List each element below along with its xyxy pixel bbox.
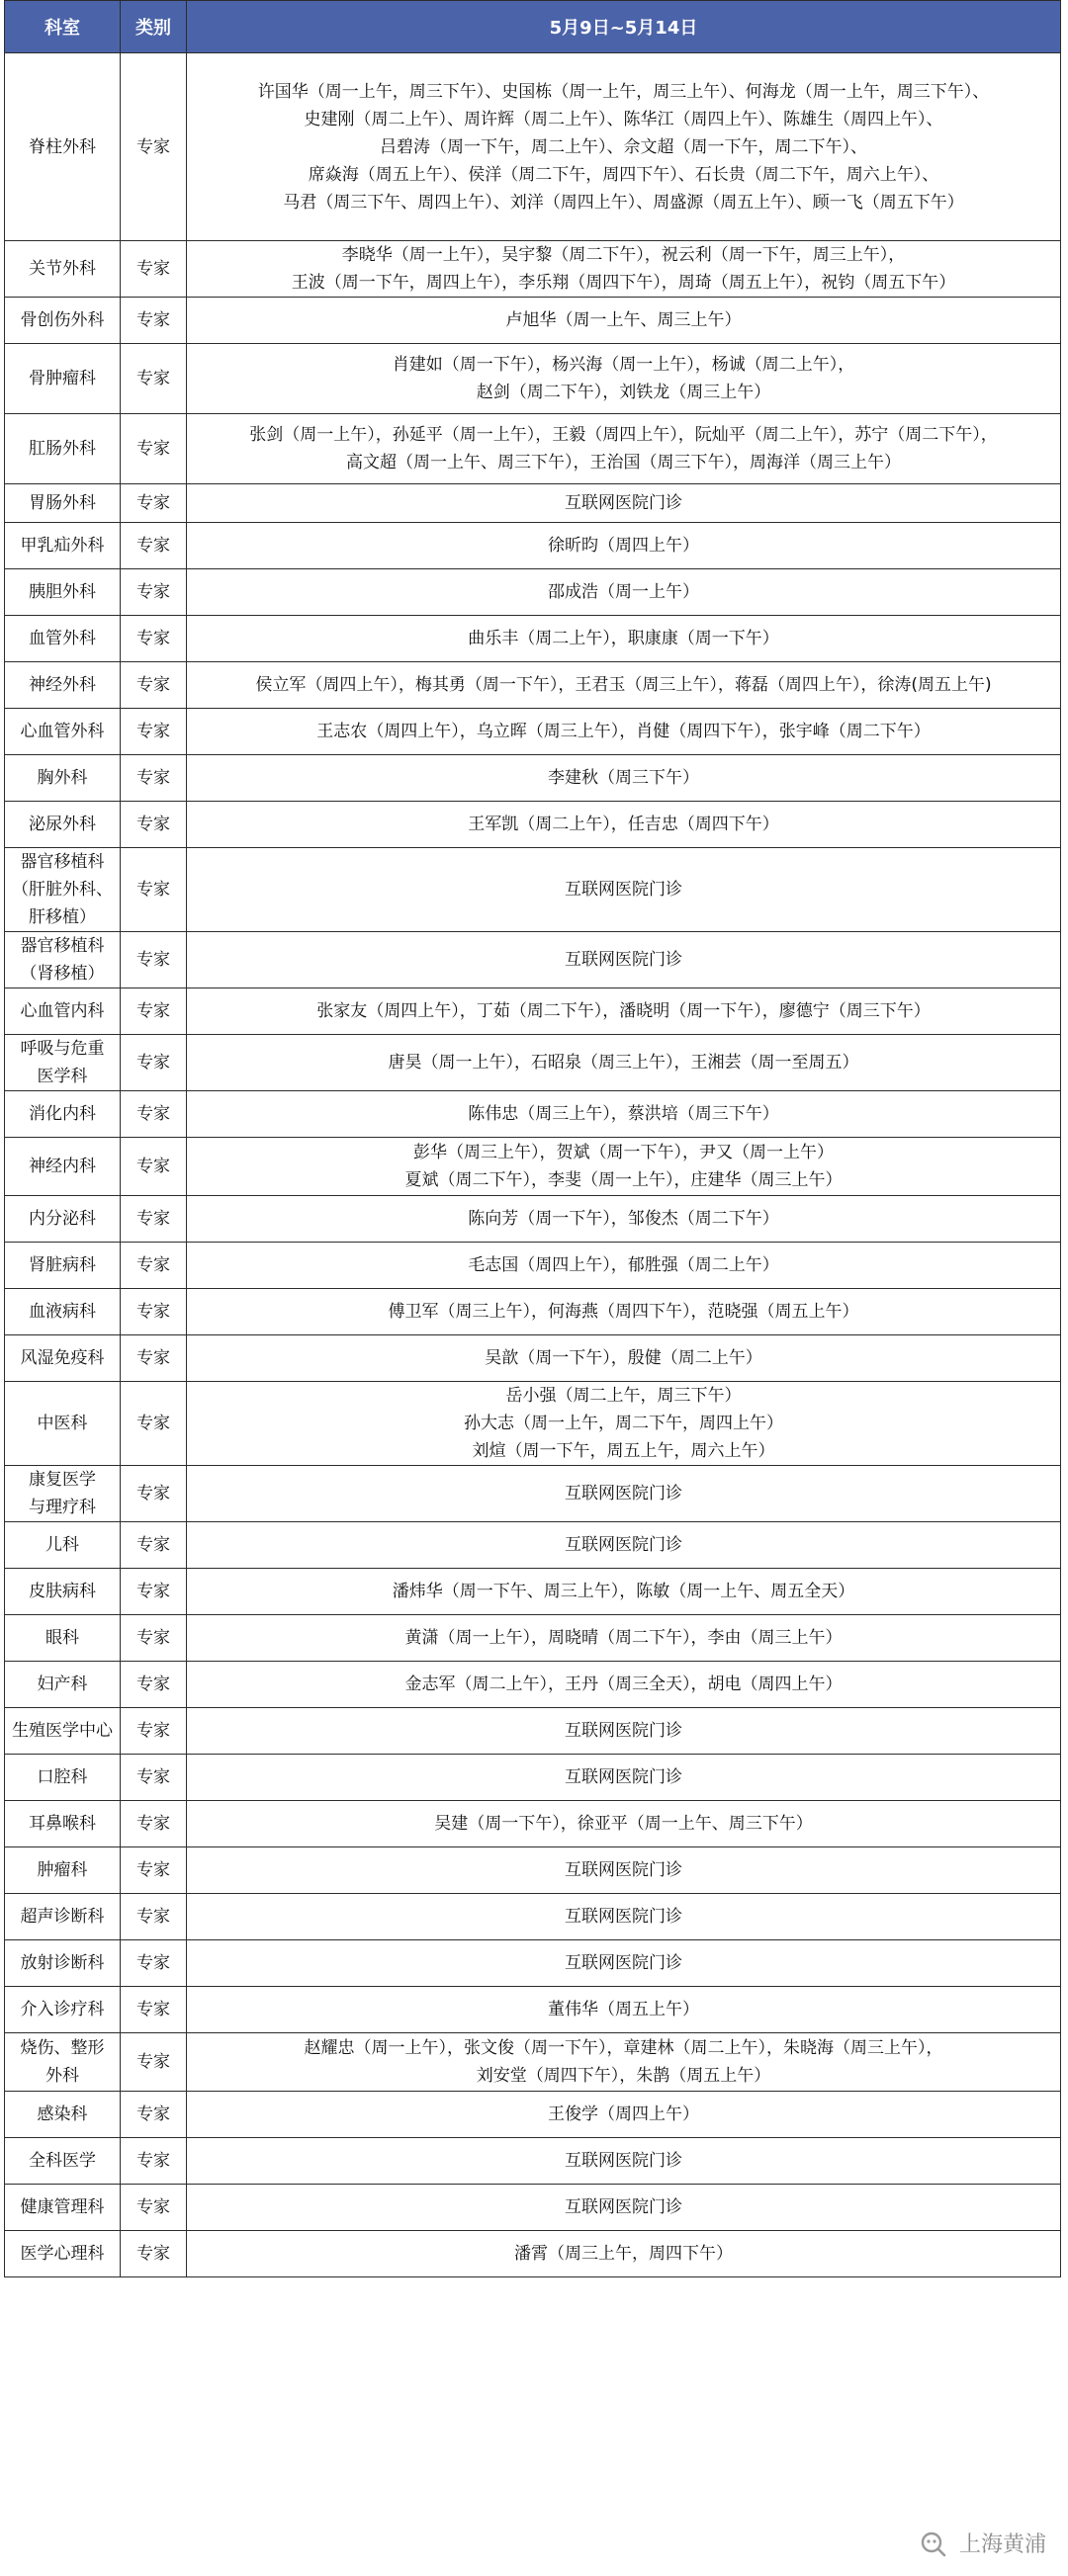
table-row <box>5 2033 1061 2092</box>
dept-cell: 烧伤、整形 外科 <box>5 2033 121 2092</box>
category-cell: 专家 <box>121 1138 187 1196</box>
table-row <box>5 1091 1061 1138</box>
schedule-table <box>4 0 1061 2277</box>
doctors-cell: 互联网医院门诊 <box>187 1522 1061 1569</box>
doctors-cell: 陈伟忠（周三上午），蔡洪培（周三下午） <box>187 1091 1061 1138</box>
table-row <box>5 2138 1061 2185</box>
category-cell: 专家 <box>121 1196 187 1243</box>
category-cell: 专家 <box>121 1335 187 1382</box>
table-row <box>5 932 1061 988</box>
header-category: 类别 <box>121 1 187 53</box>
table-row <box>5 344 1061 414</box>
dept-cell: 胸外科 <box>5 755 121 802</box>
table-row <box>5 1755 1061 1801</box>
category-cell: 专家 <box>121 1289 187 1335</box>
category-cell: 专家 <box>121 1615 187 1662</box>
dept-cell: 血管外科 <box>5 616 121 662</box>
category-cell: 专家 <box>121 569 187 616</box>
dept-cell: 肛肠外科 <box>5 414 121 484</box>
table-row <box>5 1138 1061 1196</box>
doctors-cell: 互联网医院门诊 <box>187 2138 1061 2185</box>
doctors-cell: 互联网医院门诊 <box>187 1466 1061 1522</box>
category-cell: 专家 <box>121 802 187 848</box>
table-row <box>5 2185 1061 2231</box>
dept-cell: 康复医学 与理疗科 <box>5 1466 121 1522</box>
table-row <box>5 1289 1061 1335</box>
table-row <box>5 1615 1061 1662</box>
dept-cell: 妇产科 <box>5 1662 121 1708</box>
table-row <box>5 1035 1061 1091</box>
table-row <box>5 1940 1061 1987</box>
category-cell: 专家 <box>121 2033 187 2092</box>
category-cell: 专家 <box>121 932 187 988</box>
table-row <box>5 523 1061 569</box>
dept-cell: 口腔科 <box>5 1755 121 1801</box>
dept-cell: 皮肤病科 <box>5 1569 121 1615</box>
table-row <box>5 1987 1061 2033</box>
doctors-cell: 王军凯（周二上午），任吉忠（周四下午） <box>187 802 1061 848</box>
table-row <box>5 1894 1061 1940</box>
dept-cell: 感染科 <box>5 2092 121 2138</box>
dept-cell: 骨创伤外科 <box>5 298 121 344</box>
table-row <box>5 1847 1061 1894</box>
dept-cell: 骨肿瘤科 <box>5 344 121 414</box>
category-cell: 专家 <box>121 2092 187 2138</box>
table-row <box>5 1662 1061 1708</box>
doctors-cell: 毛志国（周四上午），郁胜强（周二上午） <box>187 1243 1061 1289</box>
dept-cell: 全科医学 <box>5 2138 121 2185</box>
table-row <box>5 1569 1061 1615</box>
category-cell: 专家 <box>121 1243 187 1289</box>
doctors-cell: 许国华（周一上午，周三下午）、史国栋（周一上午，周三上午）、何海龙（周一上午，周三下午）、 史建刚（周二上午）、周许辉（周二上午）、陈华江（周四上午）、陈雄生（周四上午）、 吕碧涛（周一下午，周二上午）、佘文超（周一下午，周二下午）、 席焱海（周五上午）、侯洋（周二下午，周四下午）、石长贵（周二下午，周六上午）、 马君（周三下午、周四上午）、刘洋（周四上午）、周盛源（周五上午）、顾一飞（周五下午） <box>187 53 1061 241</box>
table-row <box>5 802 1061 848</box>
dept-cell: 器官移植科 （肝脏外科、 肝移植） <box>5 848 121 932</box>
dept-cell: 风湿免疫科 <box>5 1335 121 1382</box>
table-row <box>5 662 1061 709</box>
doctors-cell: 曲乐丰（周二上午），职康康（周一下午） <box>187 616 1061 662</box>
category-cell: 专家 <box>121 709 187 755</box>
doctors-cell: 陈向芳（周一下午），邹俊杰（周二下午） <box>187 1196 1061 1243</box>
table-row <box>5 1382 1061 1466</box>
table-row <box>5 616 1061 662</box>
dept-cell: 神经内科 <box>5 1138 121 1196</box>
schedule-body <box>5 53 1061 2277</box>
table-row <box>5 1801 1061 1847</box>
category-cell: 专家 <box>121 484 187 523</box>
doctors-cell: 肖建如（周一下午），杨兴海（周一上午），杨诚（周二上午）， 赵剑（周二下午），刘铁龙（周三上午） <box>187 344 1061 414</box>
dept-cell: 呼吸与危重 医学科 <box>5 1035 121 1091</box>
doctors-cell: 互联网医院门诊 <box>187 484 1061 523</box>
table-row <box>5 241 1061 298</box>
category-cell: 专家 <box>121 414 187 484</box>
category-cell: 专家 <box>121 616 187 662</box>
doctors-cell: 张家友（周四上午），丁茹（周二下午），潘晓明（周一下午），廖德宁（周三下午） <box>187 988 1061 1035</box>
dept-cell: 血液病科 <box>5 1289 121 1335</box>
doctors-cell: 潘炜华（周一下午、周三上午），陈敏（周一上午、周五全天） <box>187 1569 1061 1615</box>
dept-cell: 关节外科 <box>5 241 121 298</box>
doctors-cell: 唐昊（周一上午），石昭泉（周三上午），王湘芸（周一至周五） <box>187 1035 1061 1091</box>
table-row <box>5 988 1061 1035</box>
dept-cell: 胃肠外科 <box>5 484 121 523</box>
category-cell: 专家 <box>121 755 187 802</box>
doctors-cell: 侯立军（周四上午），梅其勇（周一下午），王君玉（周三上午），蒋磊（周四上午），徐涛(周五上午) <box>187 662 1061 709</box>
dept-cell: 心血管外科 <box>5 709 121 755</box>
category-cell: 专家 <box>121 1382 187 1466</box>
category-cell: 专家 <box>121 298 187 344</box>
category-cell: 专家 <box>121 344 187 414</box>
table-row <box>5 1243 1061 1289</box>
category-cell: 专家 <box>121 1522 187 1569</box>
doctors-cell: 李建秋（周三下午） <box>187 755 1061 802</box>
table-row <box>5 2092 1061 2138</box>
doctors-cell: 卢旭华（周一上午、周三上午） <box>187 298 1061 344</box>
dept-cell: 介入诊疗科 <box>5 1987 121 2033</box>
dept-cell: 神经外科 <box>5 662 121 709</box>
doctors-cell: 金志军（周二上午），王丹（周三全天），胡电（周四上午） <box>187 1662 1061 1708</box>
doctors-cell: 董伟华（周五上午） <box>187 1987 1061 2033</box>
doctors-cell: 潘霄（周三上午，周四下午） <box>187 2231 1061 2277</box>
dept-cell: 泌尿外科 <box>5 802 121 848</box>
dept-cell: 脊柱外科 <box>5 53 121 241</box>
doctors-cell: 王俊学（周四上午） <box>187 2092 1061 2138</box>
table-row <box>5 1335 1061 1382</box>
doctors-cell: 互联网医院门诊 <box>187 1847 1061 1894</box>
doctors-cell: 徐昕昀（周四上午） <box>187 523 1061 569</box>
dept-cell: 心血管内科 <box>5 988 121 1035</box>
doctors-cell: 邵成浩（周一上午） <box>187 569 1061 616</box>
table-row <box>5 1708 1061 1755</box>
category-cell: 专家 <box>121 1755 187 1801</box>
dept-cell: 放射诊断科 <box>5 1940 121 1987</box>
dept-cell: 眼科 <box>5 1615 121 1662</box>
doctors-cell: 赵耀忠（周一上午），张文俊（周一下午），章建林（周二上午），朱晓海（周三上午）， 刘安堂（周四下午），朱鹊（周五上午） <box>187 2033 1061 2092</box>
table-row <box>5 298 1061 344</box>
dept-cell: 器官移植科 （肾移植） <box>5 932 121 988</box>
table-row <box>5 569 1061 616</box>
category-cell: 专家 <box>121 241 187 298</box>
dept-cell: 耳鼻喉科 <box>5 1801 121 1847</box>
category-cell: 专家 <box>121 1847 187 1894</box>
dept-cell: 中医科 <box>5 1382 121 1466</box>
dept-cell: 甲乳疝外科 <box>5 523 121 569</box>
doctors-cell: 岳小强（周二上午，周三下午） 孙大志（周一上午，周二下午，周四上午） 刘煊（周一下午，周五上午，周六上午） <box>187 1382 1061 1466</box>
table-row <box>5 2231 1061 2277</box>
table-row <box>5 1466 1061 1522</box>
table-row <box>5 1196 1061 1243</box>
category-cell: 专家 <box>121 1466 187 1522</box>
category-cell: 专家 <box>121 848 187 932</box>
category-cell: 专家 <box>121 1801 187 1847</box>
doctors-cell: 吴建（周一下午），徐亚平（周一上午、周三下午） <box>187 1801 1061 1847</box>
dept-cell: 消化内科 <box>5 1091 121 1138</box>
table-row <box>5 414 1061 484</box>
dept-cell: 胰胆外科 <box>5 569 121 616</box>
category-cell: 专家 <box>121 988 187 1035</box>
header-dept: 科室 <box>5 1 121 53</box>
dept-cell: 内分泌科 <box>5 1196 121 1243</box>
category-cell: 专家 <box>121 662 187 709</box>
dept-cell: 超声诊断科 <box>5 1894 121 1940</box>
doctors-cell: 黄潇（周一上午），周晓晴（周二下午），李由（周三上午） <box>187 1615 1061 1662</box>
doctors-cell: 李晓华（周一上午），吴宇黎（周二下午），祝云利（周一下午，周三上午）， 王波（周一下午，周四上午），李乐翔（周四下午），周琦（周五上午），祝钧（周五下午） <box>187 241 1061 298</box>
doctors-cell: 互联网医院门诊 <box>187 1894 1061 1940</box>
doctors-cell: 王志农（周四上午），乌立晖（周三上午），肖健（周四下午），张宇峰（周二下午） <box>187 709 1061 755</box>
doctors-cell: 彭华（周三上午），贺斌（周一下午），尹又（周一上午） 夏斌（周二下午），李斐（周一上午），庄建华（周三上午） <box>187 1138 1061 1196</box>
category-cell: 专家 <box>121 1894 187 1940</box>
table-row <box>5 848 1061 932</box>
category-cell: 专家 <box>121 1708 187 1755</box>
dept-cell: 肿瘤科 <box>5 1847 121 1894</box>
doctors-cell: 吴歆（周一下午），殷健（周二上午） <box>187 1335 1061 1382</box>
doctors-cell: 互联网医院门诊 <box>187 1940 1061 1987</box>
category-cell: 专家 <box>121 1662 187 1708</box>
table-row <box>5 709 1061 755</box>
table-row <box>5 755 1061 802</box>
dept-cell: 健康管理科 <box>5 2185 121 2231</box>
table-row <box>5 53 1061 241</box>
category-cell: 专家 <box>121 523 187 569</box>
category-cell: 专家 <box>121 1569 187 1615</box>
doctors-cell: 傅卫军（周三上午），何海燕（周四下午），范晓强（周五上午） <box>187 1289 1061 1335</box>
dept-cell: 儿科 <box>5 1522 121 1569</box>
dept-cell: 肾脏病科 <box>5 1243 121 1289</box>
category-cell: 专家 <box>121 2185 187 2231</box>
table-row <box>5 1522 1061 1569</box>
doctors-cell: 互联网医院门诊 <box>187 1755 1061 1801</box>
table-row <box>5 484 1061 523</box>
doctors-cell: 互联网医院门诊 <box>187 2185 1061 2231</box>
category-cell: 专家 <box>121 1035 187 1091</box>
wechat-search-icon <box>918 2530 951 2557</box>
category-cell: 专家 <box>121 1091 187 1138</box>
category-cell: 专家 <box>121 2138 187 2185</box>
watermark-text: 上海黄浦 <box>958 2533 1046 2557</box>
doctors-cell: 互联网医院门诊 <box>187 1708 1061 1755</box>
watermark <box>918 2528 1046 2558</box>
category-cell: 专家 <box>121 1940 187 1987</box>
doctors-cell: 张剑（周一上午），孙延平（周一上午），王毅（周四上午），阮灿平（周二上午），苏宁（周二下午）， 高文超（周一上午、周三下午），王治国（周三下午），周海洋（周三上午） <box>187 414 1061 484</box>
category-cell: 专家 <box>121 2231 187 2277</box>
header-row <box>5 1 1061 53</box>
category-cell: 专家 <box>121 53 187 241</box>
dept-cell: 医学心理科 <box>5 2231 121 2277</box>
category-cell: 专家 <box>121 1987 187 2033</box>
doctors-cell: 互联网医院门诊 <box>187 848 1061 932</box>
dept-cell: 生殖医学中心 <box>5 1708 121 1755</box>
header-date-range: 5月9日~5月14日 <box>187 1 1061 53</box>
doctors-cell: 互联网医院门诊 <box>187 932 1061 988</box>
